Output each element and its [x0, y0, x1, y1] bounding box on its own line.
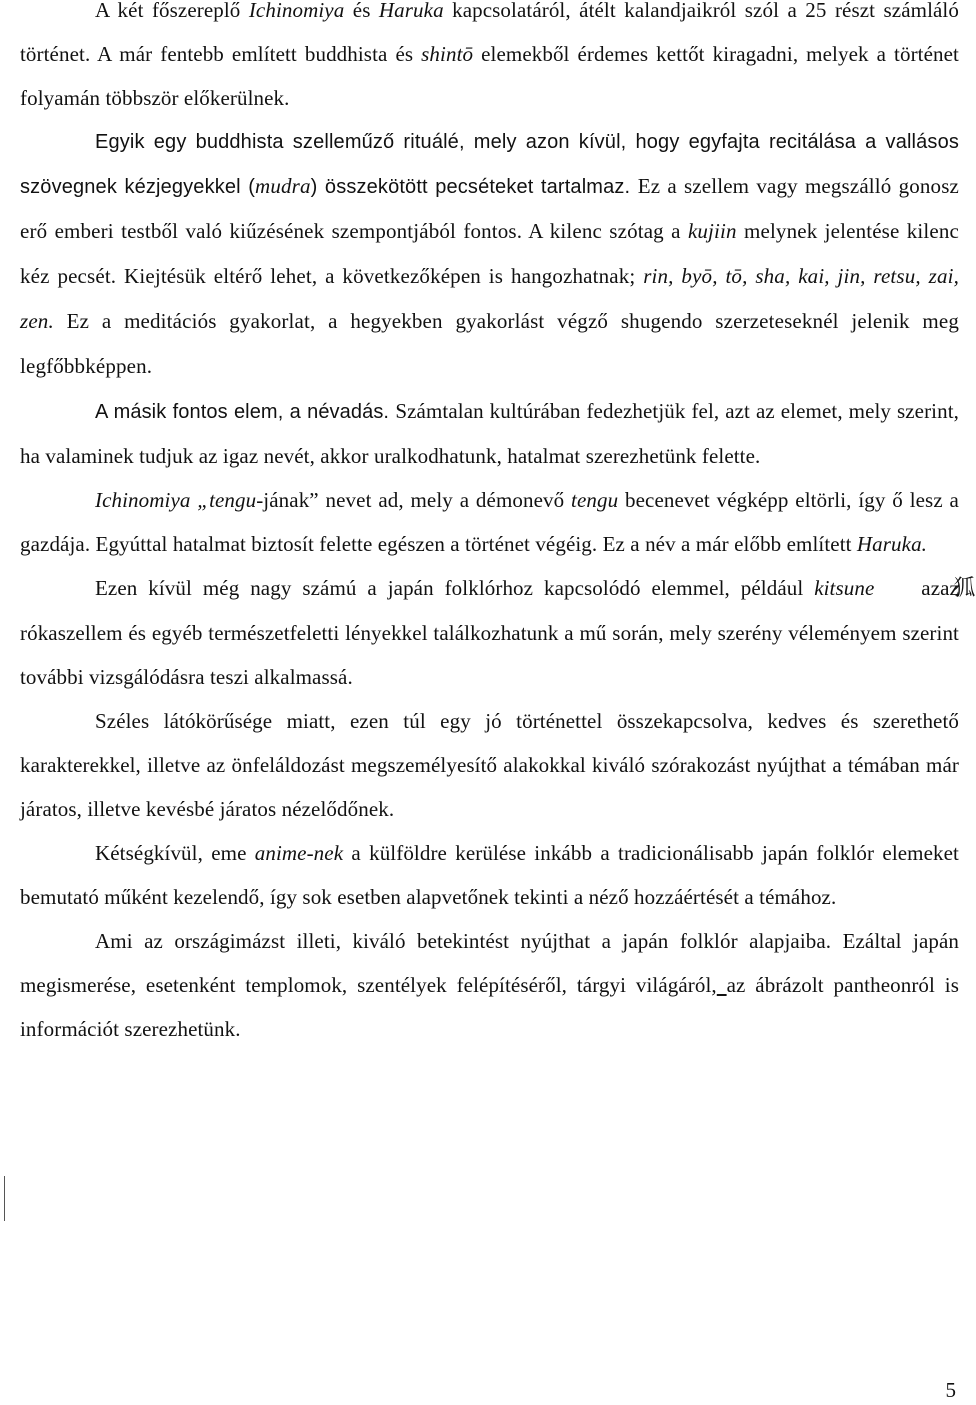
italic-run: Haruka. [856, 532, 928, 556]
text-run: Széles látókörűsége miatt, ezen túl egy jó történettel összekapcsolva, kedves és szerethető karakterekkel, illetve az önfeláldozást megszemélyesítő alakokkal kiváló szórakozást nyújthat a témában már járatos, illetve kevésbé járatos nézelődőnek. [20, 709, 959, 821]
paragraph-folklore-elements [20, 566, 976, 699]
paragraph-anime-abroad [20, 831, 959, 919]
paragraph-story-intro [20, 0, 959, 120]
italic-run: Ichinomiya [248, 0, 345, 22]
underlined-space [717, 973, 727, 997]
text-run: ) összekötött pecséteket tartalmaz. [310, 176, 638, 198]
text-run: Ez a meditációs gyakorlat, a hegyekben gyakorlást végző shugendo szerzeteseknél jelenik meg legfőbbképpen. [20, 309, 959, 378]
italic-run: Ichinomiya „tengu [95, 488, 257, 512]
italic-run: shintō [421, 42, 474, 66]
text-run: elemekből érdemes kettőt kiragadni, melyek a történet folyamán többször előkerülnek. [20, 42, 959, 110]
text-run: Ezen kívül még nagy számú a japán folklórhoz kapcsolódó elemmel, például [95, 576, 815, 600]
text-run: becenevet végképp eltörli, így ő lesz a gazdája. Egyúttal hatalmat biztosít felette egészen a történet végéig. Ez a név a már előbb említett [20, 488, 959, 556]
paragraph-country-image [20, 919, 959, 1051]
paragraph-exorcism-ritual [20, 120, 959, 389]
paragraph-tengu [20, 478, 959, 566]
paragraph-naming [20, 389, 959, 478]
italic-run: mudra [255, 174, 311, 198]
text-run: az ábrázolt pantheonról is információt szerezhetünk. [20, 973, 959, 1041]
text-run: -jának” nevet ad, mely a démonevő [256, 488, 572, 512]
text-run: kapcsolatáról, átélt kalandjaikról szól a 25 részt számláló történet. A már fentebb említett buddhista és [20, 0, 959, 66]
text-run: a külföldre kerülése inkább a tradicionálisabb japán folklór elemeket bemutató műként kezelendő, így sok esetben alapvetőnek tekinti a néző hozzáértését a témához. [20, 841, 959, 909]
text-run: Ez a szellem vagy megszálló gonosz erő emberi testből való kiűzésének szempontjából fontos. A kilenc szótag a [20, 174, 959, 243]
italic-run: rin, byō, tō, sha, kai, jin, retsu, zai, zen. [20, 264, 959, 333]
text-run: azaz rókaszellem és egyéb természetfeletti lényekkel találkozhatunk a mű során, mely szerény véleményem szerint további vizsgálódásra teszi alkalmassá. [20, 576, 959, 689]
revision-bar [4, 1176, 5, 1221]
text-run: Egyik egy buddhista szellemű​ző rituálé, mely azon kívül, hogy egyfajta recitálása a vallásos szövegnek kézjegyekkel ( [20, 131, 959, 198]
italic-run: anime-nek [254, 841, 344, 865]
text-run: Kétségkívül, eme [95, 841, 255, 865]
italic-run: kitsune [814, 576, 875, 600]
text-run: és [344, 0, 379, 22]
text-run: A másik fontos elem, a névadás. [95, 401, 396, 423]
italic-run: tengu [571, 488, 619, 512]
document-page [20, 0, 976, 1051]
paragraph-appeal [20, 699, 959, 831]
text-run: melynek jelentése kilenc kéz pecsét. Kiejtésük eltérő lehet, a következőképen is hangozhatnak; [20, 219, 959, 288]
text-run: Ami az országimázst illeti, kiváló betekintést nyújthat a japán folklór alapjaiba. Ezáltal japán megismerése, esetenként templomok, szentélyek felépítéséről, tárgyi világáról, [20, 929, 959, 997]
italic-run: kujiin [687, 219, 737, 243]
page-number: 5 [945, 1378, 956, 1402]
text-run: Számtalan kultúrában fedezhetjük fel, azt az elemet, mely szerint, ha valaminek tudjuk az igaz nevét, akkor uralkodhatunk, hatalmat szerezhetünk felette. [20, 399, 960, 468]
text-run: A két főszereplő [95, 0, 249, 22]
italic-run: Haruka [378, 0, 444, 22]
kitsune-kanji: 狐 [953, 576, 976, 601]
